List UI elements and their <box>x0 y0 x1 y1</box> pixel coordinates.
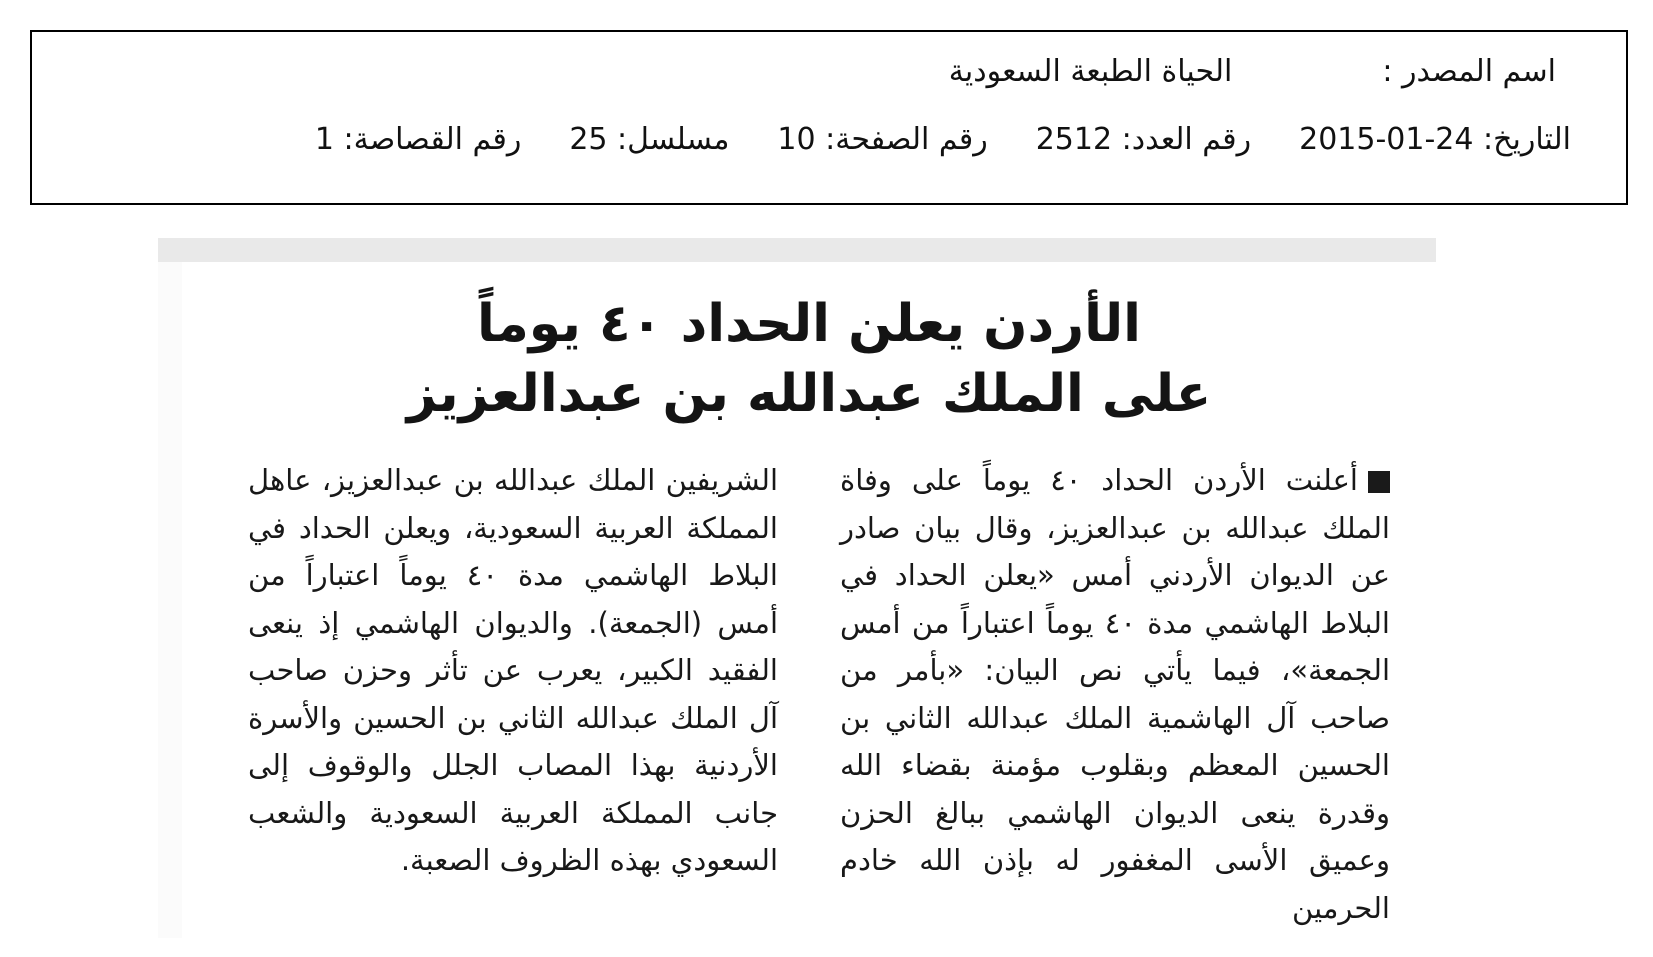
newspaper-clipping <box>158 238 1436 938</box>
bullet-square-icon <box>1368 471 1390 493</box>
issue-field <box>1036 122 1251 157</box>
page-value: 10 <box>777 122 816 157</box>
photo-fragment <box>618 238 918 262</box>
article-column-left-text: الشريفين الملك عبدالله بن عبدالعزيز، عاهل المملكة العربية السعودية، ويعلن الحداد في البلاط الهاشمي مدة ٤٠ يوماً اعتباراً من أمس (الجمعة). والديوان الهاشمي إذ ينعى الفقيد الكبير، يعرب عن تأثر وحزن صاحب آل الملك عبدالله الثاني بن الحسين والأسرة الأردنية بهذا المصاب الجلل والوقوف إلى جانب المملكة العربية السعودية والشعب السعودي بهذه الظروف الصعبة. <box>248 463 778 877</box>
date-field <box>1299 122 1571 157</box>
article-body <box>182 262 1436 938</box>
page-field <box>777 122 987 157</box>
source-label: اسم المصدر : <box>1382 54 1556 89</box>
serial-value: 25 <box>569 122 608 157</box>
date-label: التاريخ: <box>1483 122 1571 157</box>
clip-label: رقم القصاصة: <box>343 122 522 157</box>
serial-label: مسلسل: <box>617 122 730 157</box>
article-column-right <box>840 457 1390 932</box>
source-name: الحياة الطبعة السعودية <box>948 54 1233 89</box>
article-column-right-text: أعلنت الأردن الحداد ٤٠ يوماً على وفاة الملك عبدالله بن عبدالعزيز، وقال بيان صادر عن الديوان الأردني أمس «يعلن الحداد في البلاط الهاشمي مدة ٤٠ يوماً اعتباراً من أمس الجمعة»، فيما يأتي نص البيان: «بأمر من صاحب آل الهاشمية الملك عبدالله الثاني بن الحسين المعظم وبقلوب مؤمنة بقضاء الله وقدرة ينعى الديوان الهاشمي ببالغ الحزن وعميق الأسى المغفور له بإذن الله خادم الحرمين <box>840 463 1390 925</box>
page-label: رقم الصفحة: <box>825 122 988 157</box>
metadata-row <box>315 122 1571 157</box>
clip-field <box>315 122 521 157</box>
source-row <box>949 54 1556 89</box>
headline-line-1: الأردن يعلن الحداد ٤٠ يوماً <box>477 294 1141 354</box>
issue-value: 2512 <box>1035 122 1113 157</box>
date-value: 2015-01-24 <box>1299 122 1474 157</box>
source-info-box <box>30 30 1628 205</box>
issue-label: رقم العدد: <box>1121 122 1252 157</box>
article-column-left <box>248 457 778 885</box>
clip-value: 1 <box>314 122 334 157</box>
serial-field <box>569 122 729 157</box>
headline-line-2: على الملك عبدالله بن عبدالعزيز <box>406 364 1212 424</box>
